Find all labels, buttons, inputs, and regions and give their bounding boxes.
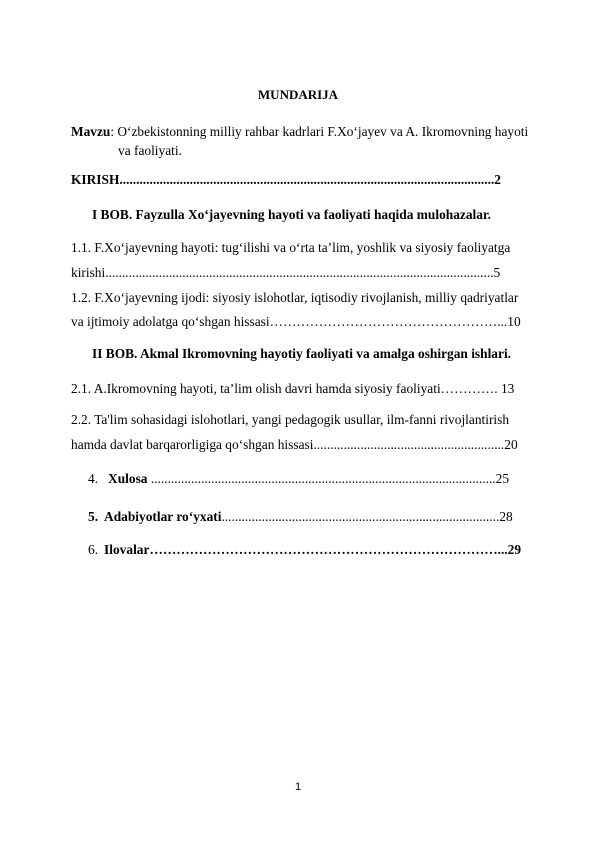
page-number: 1 [294,781,302,793]
toc-ilovalar [88,542,521,558]
toc-adabiyotlar-number: 5. [88,509,99,524]
toc-item-2-1: 2.1. A.Ikromovning hayoti, ta’lim olish davri hamda siyosiy faoliyati…………. 13 [71,381,515,396]
toc-adabiyotlar [88,509,513,525]
toc-item-2-2-line-2: hamda davlat barqarorligiga qo‘shgan hissasi.........................................................20 [71,437,518,452]
toc-item-1-1-line-2: kirishi....................................................................................................................5 [71,265,501,280]
toc-ilovalar-number: 6. [88,542,99,557]
toc-xulosa-label: Xulosa [108,471,148,486]
toc-ilovalar-leader: ……………………………………………………………………...29 [149,542,522,557]
toc-xulosa [88,471,509,487]
mavzu-text-2: va faoliyati. [118,143,182,158]
toc-item-1-2-line-1: 1.2. F.Xo‘jayevning ijodi: siyosiy islohotlar, iqtisodiy rivojlanish, milliy qadriyatlar [71,290,519,305]
toc-adabiyotlar-leader: ...................................................................................28 [221,509,513,524]
mavzu-line-1 [71,124,528,140]
toc-item-1-2-line-2: va ijtimoiy adolatga qo‘shgan hissasi……………………………………………...10 [71,314,521,329]
toc-ilovalar-label: Ilovalar [104,542,150,557]
page-title: MUNDARIJA [257,87,339,102]
mavzu-label: Mavzu [71,124,111,139]
toc-adabiyotlar-label: Adabiyotlar ro‘yxati [104,509,222,524]
toc-bob1-heading: I BOB. Fayzulla Xo‘jayevning hayoti va faoliyati haqida mulohazalar. [92,207,492,222]
toc-item-1-1-line-1: 1.1. F.Xo‘jayevning hayoti: tug‘ilishi va o‘rta ta’lim, yoshlik va siyosiy faoliyatga [71,240,511,255]
mavzu-text-1: : O‘zbekistonning milliy rahbar kadrlari F.Xo‘jayev va A. Ikromovning hayoti [110,124,529,139]
toc-bob2-heading: II BOB. Akmal Ikromovning hayotiy faoliyati va amalga oshirgan ishlari. [92,346,512,361]
toc-kirish: KIRISH................................................................................................................2 [71,172,502,187]
toc-xulosa-leader: .......................................................................................................25 [147,471,510,486]
toc-xulosa-number: 4. [88,471,99,486]
toc-item-2-2-line-1: 2.2. Ta'lim sohasidagi islohotlari, yangi pedagogik usullar, ilm-fanni rivojlantirish [71,412,510,427]
